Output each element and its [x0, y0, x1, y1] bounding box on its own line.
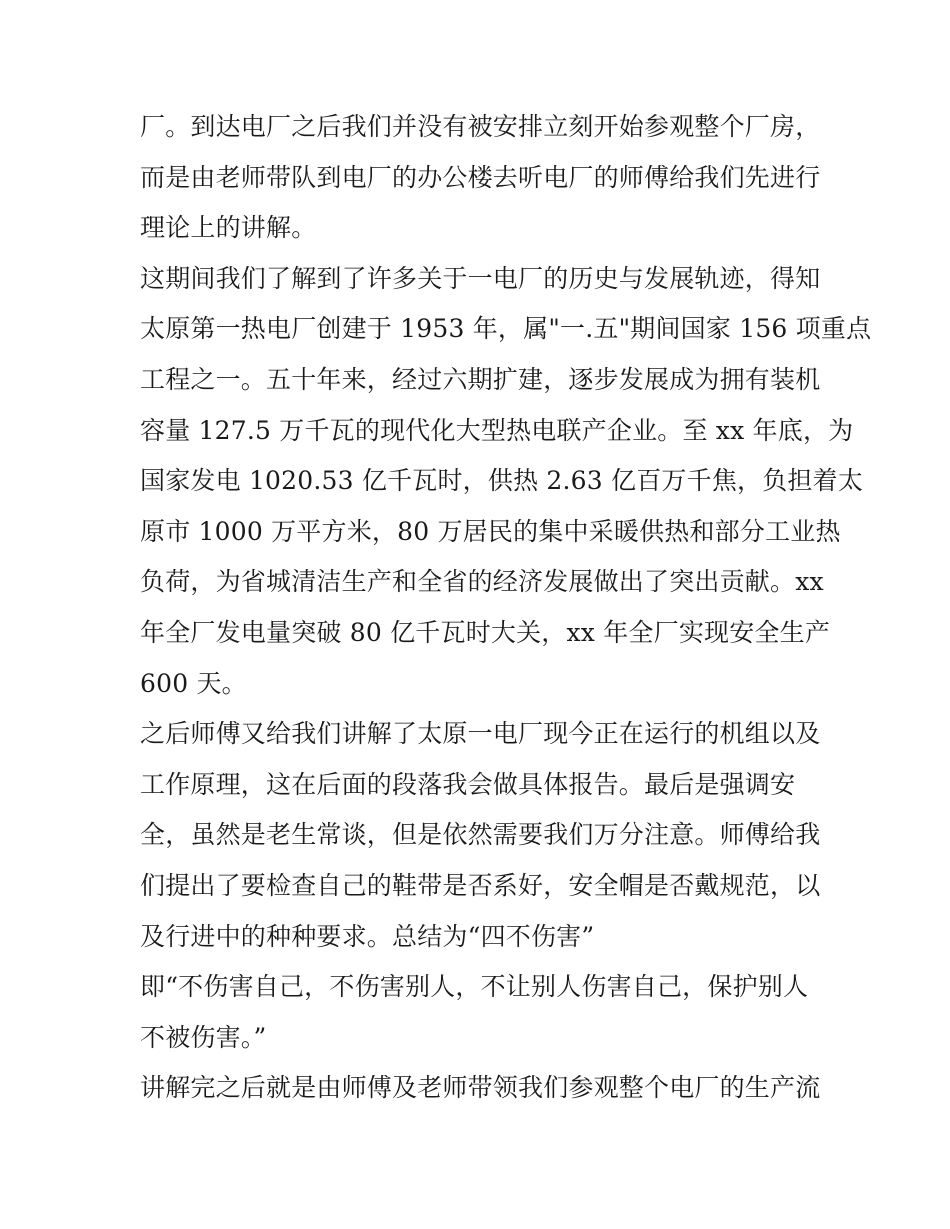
text-line: 不被伤害。” [140, 1022, 267, 1052]
text-line: 太原第一热电厂创建于 1953 年，属"一.五"期间国家 156 项重点 [140, 314, 872, 344]
text-line: 工作原理，这在后面的段落我会做具体报告。最后是强调安 [140, 769, 796, 799]
text-line: 们提出了要检查自己的鞋带是否系好，安全帽是否戴规范，以 [140, 870, 821, 900]
text-line: 容量 127.5 万千瓦的现代化大型热电联产企业。至 xx 年底，为 [140, 415, 854, 445]
text-line: 原市 1000 万平方米，80 万居民的集中采暖供热和部分工业热 [140, 516, 841, 546]
text-line: 理论上的讲解。 [140, 213, 317, 243]
text-line: 这期间我们了解到了许多关于一电厂的历史与发展轨迹，得知 [140, 263, 821, 293]
text-line: 工程之一。五十年来，经过六期扩建，逐步发展成为拥有装机 [140, 364, 821, 394]
text-line: 厂。到达电厂之后我们并没有被安排立刻开始参观整个厂房， [140, 112, 821, 141]
text-line: 讲解完之后就是由师傅及老师带领我们参观整个电厂的生产流 [140, 1073, 821, 1103]
text-line: 负荷，为省城清洁生产和全省的经济发展做出了突出贡献。xx [140, 567, 824, 597]
text-line: 即“不伤害自己，不伤害别人，不让别人伤害自己，保护别人 [140, 972, 809, 1002]
text-line: 600 天。 [140, 668, 247, 698]
text-line: 之后师傅又给我们讲解了太原一电厂现今正在运行的机组以及 [140, 719, 821, 749]
text-line: 全，虽然是老生常谈，但是依然需要我们万分注意。师傅给我 [140, 820, 821, 850]
document-body [140, 102, 872, 1114]
text-line: 年全厂发电量突破 80 亿千瓦时大关，xx 年全厂实现安全生产 [140, 617, 831, 647]
text-line: 及行进中的种种要求。总结为“四不伤害” [140, 921, 595, 951]
text-line: 国家发电 1020.53 亿千瓦时，供热 2.63 亿百万千焦，负担着太 [140, 466, 864, 496]
text-line: 而是由老师带队到电厂的办公楼去听电厂的师傅给我们先进行 [140, 162, 821, 192]
